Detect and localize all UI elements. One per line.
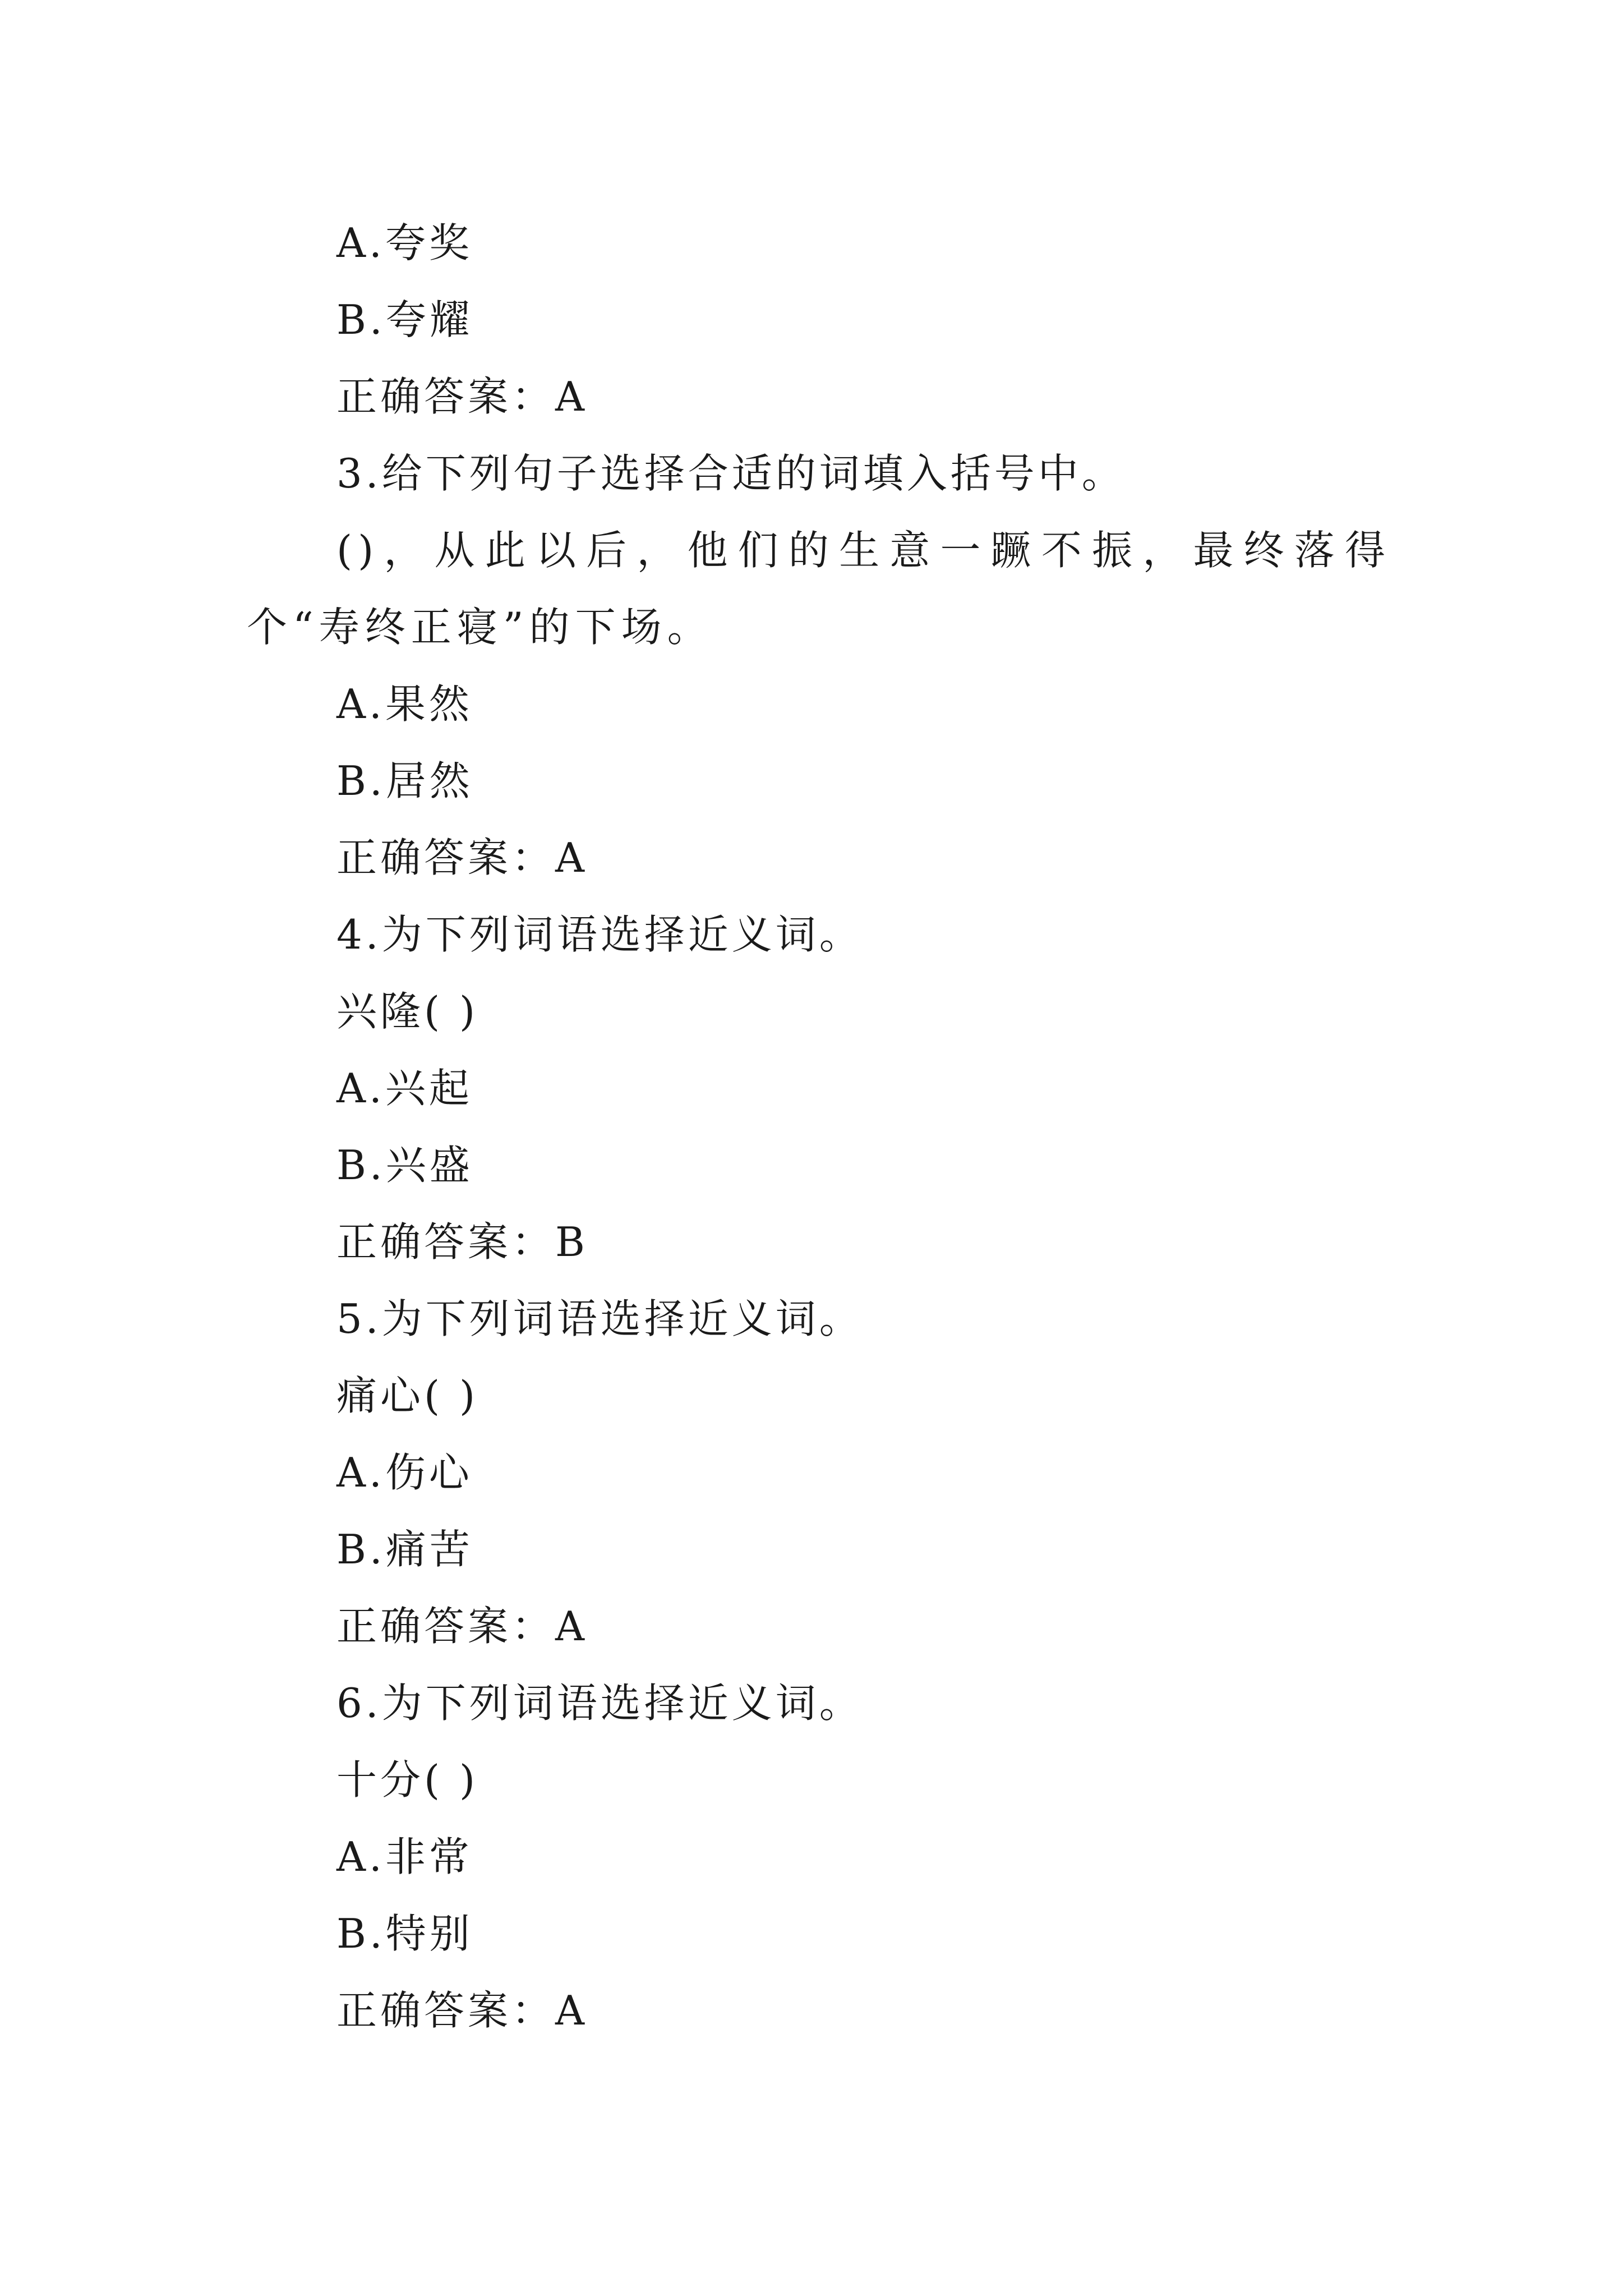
q5-option-b: B.痛苦 xyxy=(336,1526,473,1573)
q5-prompt: 5.为下列词语选择近义词。 xyxy=(336,1295,863,1342)
q4-prompt: 4.为下列词语选择近义词。 xyxy=(336,911,863,958)
q3-prompt: 3.给下列句子选择合适的词填入括号中。 xyxy=(336,450,1126,497)
q5-word: 痛心( ) xyxy=(336,1372,479,1419)
q6-option-a: A.非常 xyxy=(336,1833,473,1880)
q5-answer: 正确答案：A xyxy=(336,1603,588,1650)
q6-option-b: B.特别 xyxy=(336,1910,473,1957)
q3-option-a: A.果然 xyxy=(336,680,473,728)
q3-answer: 正确答案：A xyxy=(336,834,588,881)
q4-word: 兴隆( ) xyxy=(336,988,479,1035)
q4-option-b: B.兴盛 xyxy=(336,1142,473,1189)
q4-answer: 正确答案：B xyxy=(336,1218,588,1266)
q6-answer: 正确答案：A xyxy=(336,1987,588,2034)
q2-option-b: B.夸耀 xyxy=(336,296,473,343)
q6-prompt: 6.为下列词语选择近义词。 xyxy=(336,1680,863,1727)
q5-option-a: A.伤心 xyxy=(336,1449,473,1496)
q3-sentence: ()，从此以后，他们的生意一蹶不振，最终落得个“寿终正寝”的下场。 xyxy=(247,527,1391,651)
q6-word: 十分( ) xyxy=(336,1756,479,1803)
q2-answer: 正确答案：A xyxy=(336,373,588,420)
page-content xyxy=(247,205,1391,2049)
q2-option-a: A.夸奖 xyxy=(336,219,473,266)
q3-option-b: B.居然 xyxy=(336,757,473,804)
q4-option-a: A.兴起 xyxy=(336,1065,473,1112)
